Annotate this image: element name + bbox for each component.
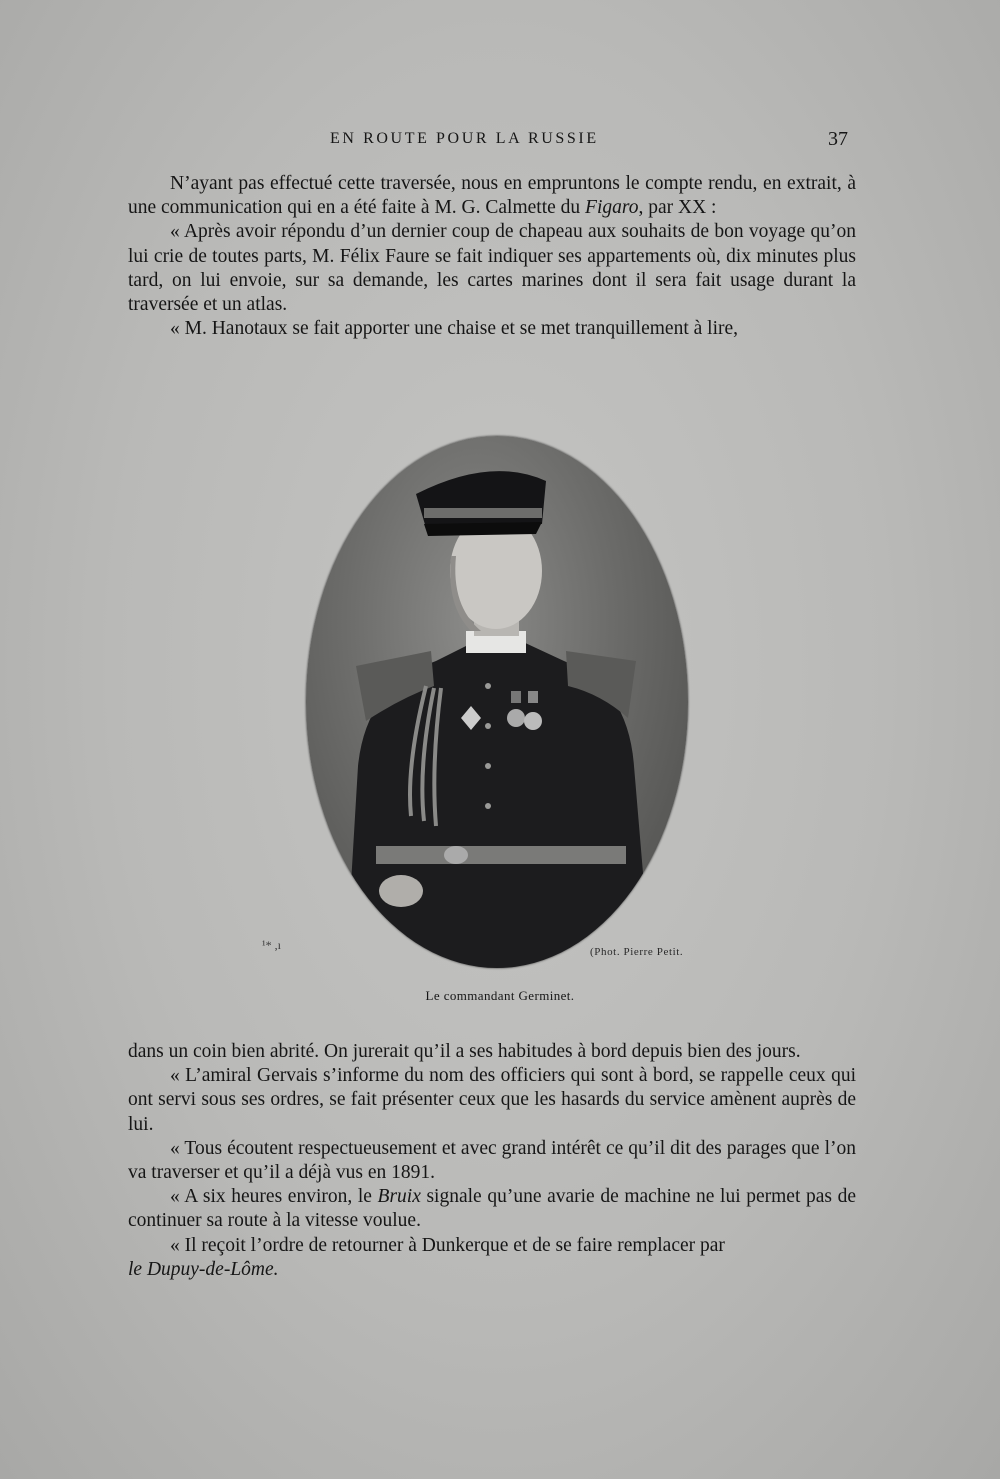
paragraph bbox=[128, 1258, 856, 1282]
paragraph: « Tous écoutent respectueusement et avec grand intérêt ce qu’il dit des parages que l’on va traverser et qu’il a déjà vus en 1891. bbox=[128, 1137, 856, 1184]
cap bbox=[416, 471, 546, 528]
text-run: signale qu’une avarie de machine ne lui permet pas de continuer sa route à la vitesse voulue. bbox=[128, 1186, 856, 1232]
italic-ship-name: Bruix bbox=[377, 1186, 421, 1208]
paragraph: « Après avoir répondu d’un dernier coup de chapeau aux souhaits de bon voyage qu’on lui crie de toutes parts, M. Félix Faure se fait indiquer ses appartements où, dix minutes plus tard, on lui envoie, sur sa demande, les cartes marines dont il sera fait usage durant la traversée et un atlas. bbox=[128, 221, 856, 316]
text-run: « A six heures environ, le bbox=[170, 1186, 378, 1208]
print-speck: ¹* ,ı bbox=[262, 938, 281, 952]
cap-band bbox=[424, 508, 542, 518]
paragraph bbox=[128, 1185, 856, 1233]
running-title: EN ROUTE POUR LA RUSSIE bbox=[330, 130, 599, 147]
hand bbox=[379, 875, 423, 907]
paragraph: « L’amiral Gervais s’informe du nom des officiers qui sont à bord, se rappelle ceux qui ont servi sous ses ordres, se fait présenter ceux que les hasards du service amènent auprès de lui. bbox=[128, 1065, 856, 1135]
cap-visor bbox=[424, 522, 542, 536]
photo-credit: (Phot. Pierre Petit. bbox=[590, 946, 684, 958]
belt-buckle bbox=[444, 846, 468, 864]
text-run: , par XX : bbox=[638, 197, 717, 219]
text-run: N’ayant pas effectué cette traversée, nous en empruntons le compte rendu, en extrait, à une communication qui en a été faite à M. G. Calmette du bbox=[128, 173, 856, 219]
paragraph: dans un coin bien abrité. On jurerait qu’il a ses habitudes à bord depuis bien des jours. bbox=[128, 1041, 801, 1062]
page-number: 37 bbox=[828, 128, 848, 150]
italic-title: Figaro bbox=[585, 197, 639, 219]
belt bbox=[376, 846, 626, 864]
portrait-photo bbox=[306, 436, 688, 968]
text-block-top bbox=[128, 172, 856, 341]
paragraph bbox=[128, 172, 856, 220]
text-block-bottom bbox=[128, 1040, 856, 1282]
page-header bbox=[0, 128, 1000, 154]
portrait-illustration bbox=[306, 436, 688, 968]
paragraph: « M. Hanotaux se fait apporter une chaise et se met tranquillement à lire, bbox=[170, 318, 739, 340]
italic-ship-name: le Dupuy-de-Lôme. bbox=[128, 1258, 279, 1280]
figure-caption: Le commandant Germinet. bbox=[425, 988, 575, 1003]
paragraph: « Il reçoit l’ordre de retourner à Dunkerque et de se faire remplacer par bbox=[170, 1234, 725, 1256]
